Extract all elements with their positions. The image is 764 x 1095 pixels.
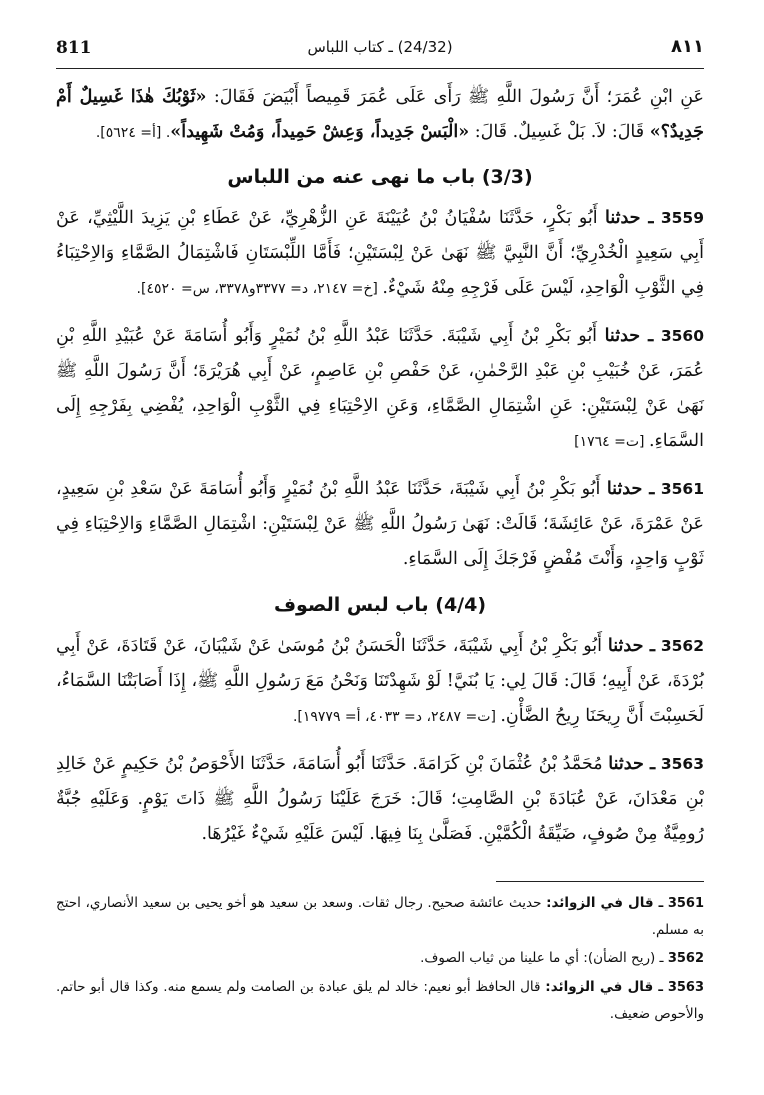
footnote-number: 3563 <box>667 980 704 995</box>
hadith-3562 <box>56 629 704 735</box>
hadith-3560 <box>56 319 704 460</box>
header-divider <box>56 68 704 69</box>
hadith-3563 <box>56 747 704 852</box>
footnote-text: حديث عائشة صحيح. رجال ثقات. وسعد بن سعيد هو أخو يحيى بن سعيد الأنصاري، احتج به مسلم. <box>56 895 704 938</box>
cross-reference: [ت= ٢٤٨٧، د= ٤٠٣٣، أ= ١٩٧٧٩]. <box>292 709 501 725</box>
hadith-label: ـ حدثنا <box>608 754 656 774</box>
hadith-text: عَنِ ابْنِ عُمَرَ؛ أَنَّ رَسُولَ اللَّهِ ﷺ رَأَى عَلَى عُمَرَ قَمِيصاً أَبْيَضَ فَقَالَ: <box>206 87 704 107</box>
cross-reference: . [أ= ٥٦٢٤]. <box>95 125 171 141</box>
chapter-heading: (3/3) باب ما نهى عنه من اللباس <box>227 166 533 188</box>
page-number-latin: 811 <box>56 38 92 58</box>
footnote-label: ـ قال في الزوائد: <box>545 979 664 995</box>
hadith-number: 3563 <box>660 755 704 773</box>
page-number-arabic: ٨١١ <box>671 36 704 57</box>
footnote-3561 <box>56 890 704 943</box>
hadith-3559 <box>56 201 704 307</box>
hadith-text: أَبُو بَكْرِ بْنُ أَبِي شَيْبَةَ. حَدَّثَنَا عَبْدُ اللَّهِ بْنُ نُمَيْرٍ وَأَبُو أُسَامَةَ عَنْ عُبَيْدِ اللَّهِ بْنِ عُمَرَ، عَنْ خُبَيْبِ بْنِ عَبْدِ الرَّحْمٰنِ، عَنْ حَفْصِ بْنِ عَاصِمٍ، عَنْ أَبِي هُرَيْرَةَ؛ أَنَّ رَسُولَ اللَّهِ ﷺ نَهَىٰ عَنْ لِبْسَتَيْنِ: عَنِ اشْتِمَالِ الصَّمَّاءِ، وَعَنِ الاِحْتِبَاءِ فِي الثَّوْبِ الْوَاحِدِ، يُفْضِي بِفَرْجِهِ إِلَى السَّمَاءِ. <box>56 326 704 451</box>
footnote-label: ـ قال في الزوائد: <box>546 895 664 911</box>
continuation-paragraph <box>56 80 704 151</box>
footnote-text: أي ما علينا من ثياب الصوف. <box>420 950 584 966</box>
hadith-number: 3561 <box>660 480 704 498</box>
footnote-3562 <box>56 945 704 972</box>
hadith-text: أَبُو بَكْرِ بْنُ أَبِي شَيْبَةَ، حَدَّثَنَا عَبْدُ اللَّهِ بْنُ نُمَيْرٍ وَأَبُو أُسَامَةَ عَنْ سَعْدِ بْنِ سَعِيدٍ، عَنْ عَمْرَةَ، عَنْ عَائِشَةَ؛ قَالَتْ: نَهَىٰ رَسُولُ اللَّهِ ﷺ عَنْ لِبْسَتَيْنِ: اشْتِمَالِ الصَّمَّاءِ وَالاِحْتِبَاءِ فِي ثَوْبٍ وَاحِدٍ، وَأَنْتَ مُفْضٍ فَرْجَكَ إِلَى السَّمَاءِ. <box>56 479 704 569</box>
chapter-heading: (4/4) باب لبس الصوف <box>273 594 487 616</box>
cross-reference: [ت= ١٧٦٤] <box>574 434 649 450</box>
hadith-text: قَالَ: لاَ. بَلْ غَسِيلٌ. قَالَ: <box>469 122 650 142</box>
hadith-label: ـ حدثنا <box>606 479 655 499</box>
hadith-label: ـ حدثنا <box>607 636 655 656</box>
footnote-3563 <box>56 974 704 1027</box>
footnote-number: 3562 <box>667 951 704 966</box>
hadith-text: أَبُو بَكْرٍ، حَدَّثَنَا سُفْيَانُ بْنُ عُيَيْنَةَ عَنِ الزُّهْرِيِّ، عَنْ عَطَاءِ بْنِ يَزِيدَ اللَّيْثِيِّ، عَنْ أَبِي سَعِيدٍ الْخُدْرِيِّ؛ أَنَّ النَّبِيَّ ﷺ نَهَىٰ عَنْ لِبْسَتَيْنِ؛ فَأَمَّا اللِّبْسَتَانِ فَاشْتِمَالُ الصَّمَّاءِ وَالاِحْتِبَاءُ فِي الثَّوْبِ الْوَاحِدِ، لَيْسَ عَلَى فَرْجِهِ مِنْهُ شَيْءٌ. <box>56 208 704 298</box>
hadith-text: أَبُو بَكْرِ بْنُ أَبِي شَيْبَةَ، حَدَّثَنَا الْحَسَنُ بْنُ مُوسَىٰ عَنْ شَيْبَانَ، عَنْ قَتَادَةَ، عَنْ أَبِي بُرْدَةَ، عَنْ أَبِيهِ؛ قَالَ: قَالَ لِي: يَا بُنَيَّ! لَوْ شَهِدْتَنَا وَنَحْنُ مَعَ رَسُولِ اللَّهِ ﷺ، إِذَا أَصَابَتْنَا السَّمَاءُ، لَحَسِبْتَ أَنَّ رِيحَنَا رِيحُ الضَّأْنِ. <box>56 636 704 726</box>
hadith-number: 3562 <box>660 637 704 655</box>
footnote-text: قال الحافظ أبو نعيم: خالد لم يلق عبادة بن الصامت ولم يسمع منه. وكذا قال أبو حاتم. والأحوص ضعيف. <box>56 979 704 1022</box>
hadith-3561 <box>56 472 704 577</box>
hadith-number: 3559 <box>660 209 704 227</box>
main-text <box>56 80 704 864</box>
page-header <box>56 34 704 68</box>
hadith-number: 3560 <box>660 327 704 345</box>
cross-reference: [خ= ٢١٤٧، د= ٣٣٧٧و٣٣٧٨، س= ٤٥٢٠]. <box>136 281 383 297</box>
hadith-text: مُحَمَّدُ بْنُ عُثْمَانَ بْنِ كَرَامَةَ. حَدَّثَنَا أَبُو أُسَامَةَ، حَدَّثَنَا الأَحْوَصُ بْنُ حَكِيمٍ عَنْ خَالِدِ بْنِ مَعْدَانَ، عَنْ عُبَادَةَ بْنِ الصَّامِتِ؛ قَالَ: خَرَجَ عَلَيْنَا رَسُولُ اللَّهِ ﷺ ذَاتَ يَوْمٍ. وَعَلَيْهِ جُبَّةٌ رُومِيَّةٌ مِنْ صُوفٍ، ضَيِّقَةُ الْكُمَّيْنِ. فَصَلَّىٰ بِنَا فِيهَا. لَيْسَ عَلَيْهِ شَيْءٌ غَيْرُهَا. <box>56 754 704 844</box>
hadith-quote: «الْبَسْ جَدِيداً، وَعِشْ حَمِيداً، وَمُتْ شَهِيداً» <box>170 122 470 142</box>
running-title: (24/32) ـ كتاب اللباس <box>307 38 453 56</box>
footnote-number: 3561 <box>667 896 705 911</box>
hadith-label: ـ حدثنا <box>604 326 654 346</box>
footnote-divider <box>496 881 704 882</box>
footnote-label: ـ (ريح الضأن): <box>583 950 664 966</box>
footnotes <box>56 890 704 1029</box>
hadith-quote: «ثَوْبُكَ هٰذَا غَسِيلٌ أَمْ جَدِيدٌ؟» <box>56 87 704 142</box>
hadith-label: ـ حدثنا <box>605 208 654 228</box>
